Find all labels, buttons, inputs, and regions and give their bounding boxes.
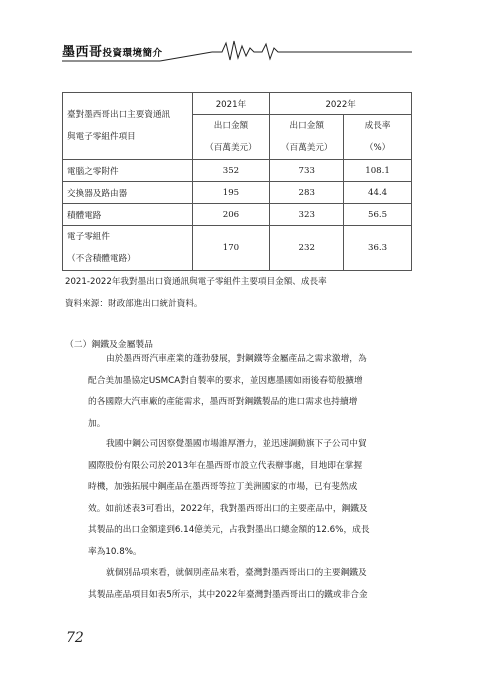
- growth-label: 成長率: [364, 121, 391, 131]
- export-table: [62, 92, 412, 271]
- header-title-main: 墨西哥: [62, 45, 103, 60]
- page-header: [62, 38, 422, 64]
- paragraph: [88, 563, 414, 606]
- value-2022-cell: 733: [270, 160, 344, 182]
- value-2022-cell: 283: [270, 182, 344, 204]
- growth-cell: 36.3: [344, 226, 412, 271]
- paragraph-line: 其製品產品項目如表5所示，其中2022年臺灣對墨西哥出口的鐵或非合金: [88, 589, 368, 600]
- paragraph-line: 配合美加墨協定USMCA對自製率的要求，並因應墨國如雨後春筍般擴增: [88, 375, 363, 386]
- paragraph: [88, 434, 414, 563]
- item-cell: [63, 226, 193, 271]
- item-cell: 交換器及路由器: [63, 182, 193, 204]
- page-number: 72: [66, 630, 84, 646]
- amount-2021-header: [192, 115, 270, 160]
- item-note: （不含積體電路）: [67, 254, 136, 264]
- year-2021-header: 2021年: [192, 93, 270, 115]
- item-cell: 積體電路: [63, 204, 193, 226]
- growth-unit: （%）: [364, 143, 391, 153]
- header-title: [62, 41, 163, 60]
- item-cell: 電腦之零附件: [63, 160, 193, 182]
- value-2021-cell: 352: [192, 160, 270, 182]
- paragraph-line: 由於墨西哥汽車產業的蓬勃發展，對鋼鐵等金屬產品之需求激增，為: [106, 354, 367, 364]
- growth-cell: 44.4: [344, 182, 412, 204]
- row-header-line2: 與電子零組件項目: [67, 132, 136, 142]
- amount-unit: （百萬美元）: [205, 143, 257, 153]
- paragraph-line: 我國中鋼公司因察覺墨國市場誰厚潛力，並迅速調動旗下子公司中貿: [106, 439, 367, 449]
- paragraph-line: 時機，加強拓展中鋼產品在墨西哥等拉丁美洲國家的市場，已有斐然成: [88, 482, 358, 492]
- year-2022-header: 2022年: [270, 93, 412, 115]
- growth-cell: 56.5: [344, 204, 412, 226]
- paragraph-line: 其製品的出口金額達到6.14億美元，占我對墨出口總金額的12.6%，成長: [88, 525, 370, 535]
- row-header-cell: [63, 93, 193, 160]
- value-2021-cell: 206: [192, 204, 270, 226]
- paragraph: [88, 349, 414, 435]
- growth-header: [344, 115, 412, 160]
- paragraph-line: 加。: [88, 418, 106, 429]
- table-caption: 2021-2022年我對墨出口資通訊與電子零組件主要項目金額、成長率: [65, 277, 327, 287]
- amount-label: 出口金額: [289, 121, 324, 131]
- row-header-line1: 臺對墨西哥出口主要資通訊: [67, 110, 171, 120]
- header-title-sub: 投資環境簡介: [102, 48, 163, 59]
- paragraph-line: 率為10.8%。: [88, 546, 142, 557]
- source-note: 資料來源：財政部進出口統計資料。: [65, 299, 203, 309]
- section-heading: （二）鋼鐵及金屬製品: [65, 340, 153, 350]
- value-2022-cell: 323: [270, 204, 344, 226]
- amount-2022-header: [270, 115, 344, 160]
- table-row: [63, 182, 412, 204]
- paragraph-line: 國際股份有限公司於2013年在墨西哥市設立代表辦事處，目地即在掌握: [88, 460, 363, 471]
- paragraph-line: 就個別品項來看，就個別產品來看，臺灣對墨西哥出口的主要鋼鐵及: [106, 568, 367, 578]
- table-row: [63, 160, 412, 182]
- table-row: [63, 226, 412, 271]
- value-2021-cell: 195: [192, 182, 270, 204]
- paragraph-line: 效。如前述表3可看出，2022年，我對墨西哥出口的主要產品中，鋼鐵及: [88, 503, 368, 514]
- value-2022-cell: 232: [270, 226, 344, 271]
- amount-label: 出口金額: [213, 121, 249, 131]
- table-row: [63, 204, 412, 226]
- item-name: 電子零組件: [67, 232, 110, 242]
- paragraph-line: 的各國際大汽車廠的產能需求，墨西哥對鋼鐵製品的進口需求也持續增: [88, 397, 358, 407]
- value-2021-cell: 170: [192, 226, 270, 271]
- growth-cell: 108.1: [344, 160, 412, 182]
- amount-unit: （百萬美元）: [280, 143, 333, 153]
